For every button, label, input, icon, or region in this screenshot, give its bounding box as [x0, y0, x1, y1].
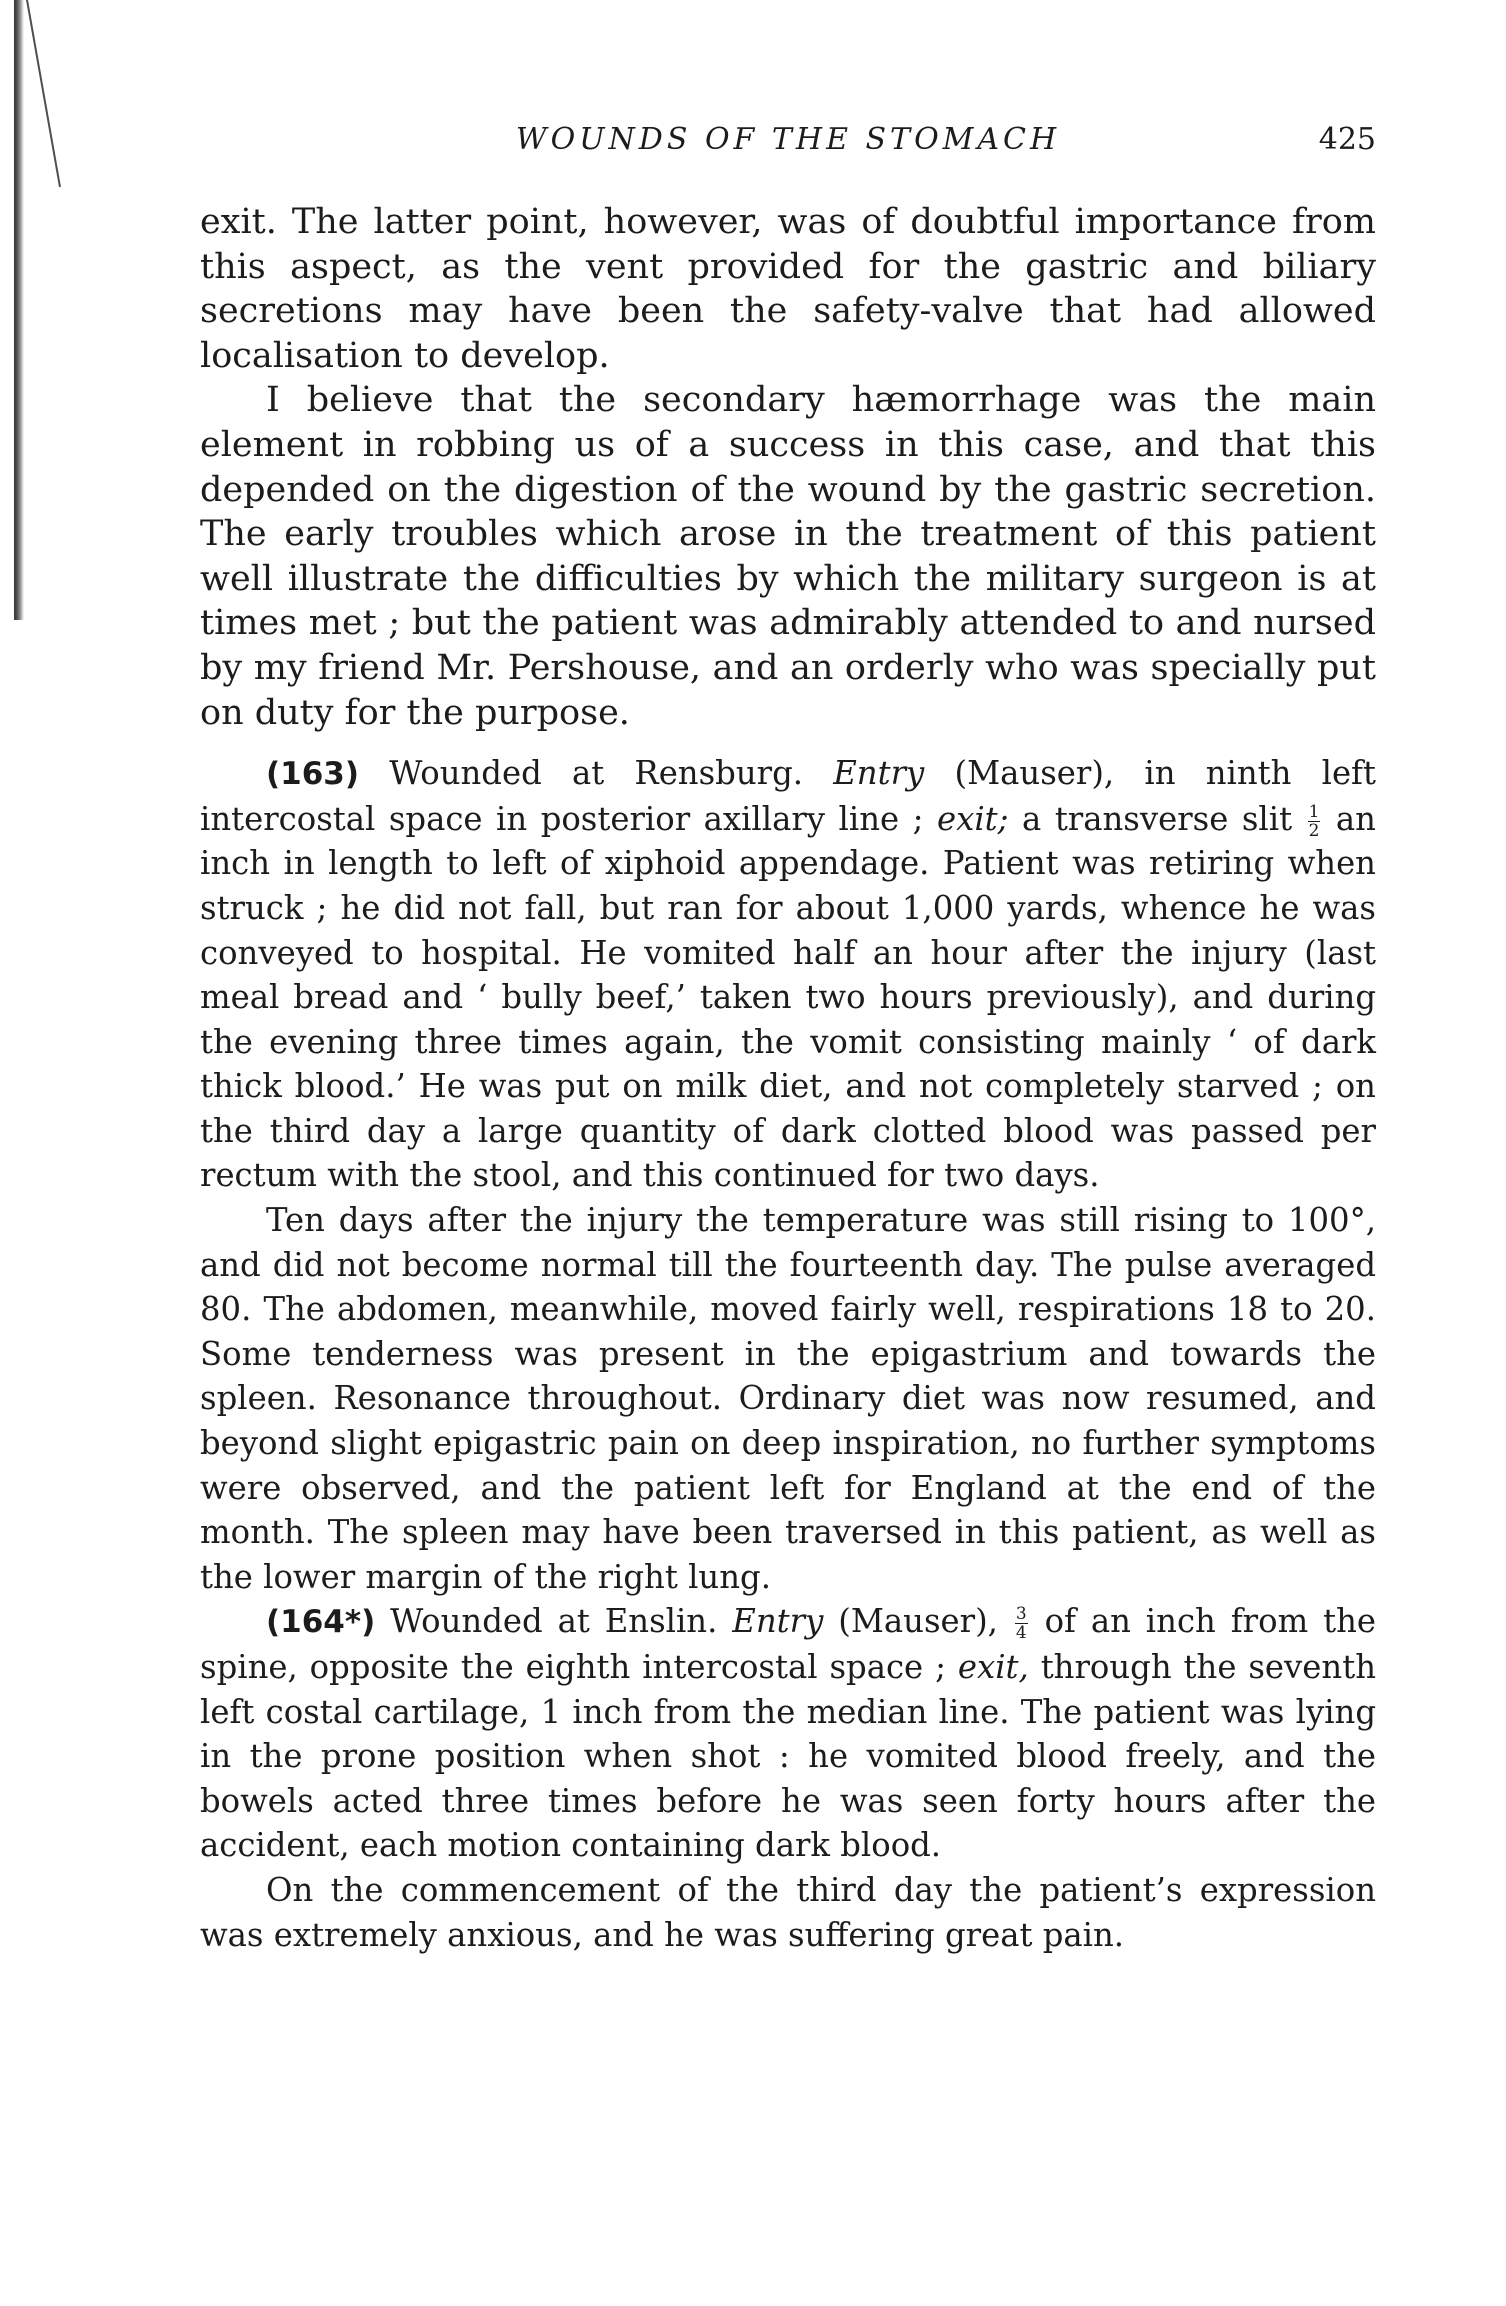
paragraph-ten-days: Ten days after the injury the temperature was still rising to 100°, and did not become normal till the fourteenth day. The pulse averaged 80. The abdomen, meanwhile, moved fairly well, respirations 18 to 20. Some tenderness was present in the epigastrium and towards the spleen. Resonance throughout. Ordinary diet was now resumed, and beyond slight epigastric pain on deep inspiration, no further symptoms were observed, and the patient left for England at the end of the month. The spleen may have been traversed in this patient, as well as the lower margin of the right lung.: [200, 1201, 1376, 1596]
case-163-paragraph: [200, 751, 1376, 1198]
text-body: [200, 200, 1376, 1957]
running-head-title: WOUNDS OF THE STOMACH: [515, 122, 1061, 157]
case-164-text-3: of an inch from the spine, opposite the eighth intercostal space ;: [200, 1602, 1376, 1686]
case-number-164: (164*): [266, 1604, 376, 1641]
fraction-numerator: 3: [1015, 1604, 1027, 1625]
case-164-exit-label: exit,: [957, 1648, 1029, 1686]
case-163-text-2: (Mauser), in ninth left intercostal space in posterior axillary line ;: [200, 754, 1376, 838]
page-number: 425: [1318, 122, 1376, 157]
case-164-text-1: Wounded at Enslin.: [375, 1602, 733, 1641]
case-163-exit-label: exit;: [937, 799, 1009, 838]
running-head: [200, 122, 1376, 162]
case-number-163: (163): [266, 756, 360, 793]
paragraph-third-day: On the commencement of the third day the patient’s expression was extremely anxious, and he was suffering great pain.: [200, 1870, 1376, 1954]
case-164-paragraph: [200, 1599, 1376, 1868]
case-163-text-1: Wounded at Rensburg.: [359, 754, 834, 793]
fraction-numerator: 1: [1308, 801, 1320, 822]
paragraph-continuation: exit. The latter point, however, was of doubtful importance from this aspect, as the vent provided for the gastric and biliary secretions may have been the safety-valve that had allowed localisation to develop.: [200, 202, 1376, 376]
scan-binding-edge: [14, 0, 24, 620]
case-163-text-4: an inch in length to left of xiphoid appendage. Patient was retiring when struck ; he did not fall, but ran for about 1,000 yards, whence he was conveyed to hospital. He vomited half an hour after the injury (last meal bread and ‘ bully beef,’ taken two hours previously), and during the evening three times again, the vomit consisting mainly ‘ of dark thick blood.’ He was put on milk diet, and not completely starved ; on the third day a large quantity of dark clotted blood was passed per rectum with the stool, and this continued for two days.: [200, 799, 1376, 1195]
fraction-half: [1308, 803, 1321, 840]
case-163-text-3: a transverse slit: [1008, 799, 1306, 838]
case-164-text-2: (Mauser),: [823, 1602, 1013, 1641]
fraction-denominator: 4: [1015, 1623, 1027, 1644]
case-163-entry-label: Entry: [833, 754, 925, 793]
case-164-entry-label: Entry: [732, 1602, 824, 1641]
fraction-denominator: 2: [1308, 820, 1320, 841]
scan-binding-shadow: [26, 0, 61, 187]
case-164-text-4: through the seventh left costal cartilage, 1 inch from the median line. The patient was lying in the prone position when shot : he vomited blood freely, and the bowels acted three times before he was seen forty hours after the accident, each motion containing dark blood.: [200, 1648, 1376, 1865]
paragraph-haemorrhage: I believe that the secondary hæmorrhage was the main element in robbing us of a success in this case, and that this depended on the digestion of the wound by the gastric secretion. The early troubles which arose in the treatment of this patient well illustrate the difficulties by which the military surgeon is at times met ; but the patient was admirably attended to and nursed by my friend Mr. Pershouse, and an orderly who was specially put on duty for the purpose.: [200, 380, 1376, 733]
fraction-three-quarters: [1015, 1605, 1028, 1642]
